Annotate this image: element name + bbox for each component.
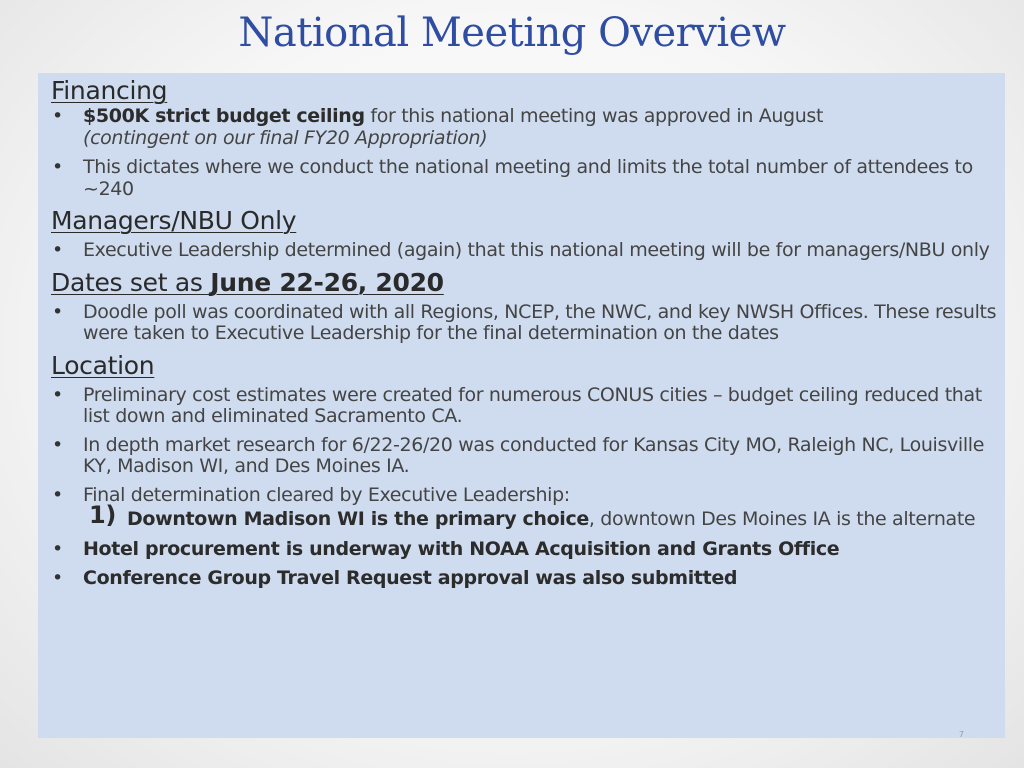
choice-number: 1) bbox=[89, 501, 116, 529]
heading-managers-nbu: Managers/NBU Only bbox=[51, 206, 297, 235]
hotel-procurement-bold: Hotel procurement is underway with NOAA Acquisition and Grants Office bbox=[83, 537, 840, 560]
bullet-attendees: • This dictates where we conduct the national meeting and limits the total number of attendees to ~240 bbox=[51, 157, 1005, 200]
bullet-budget-ceiling bbox=[51, 106, 1005, 149]
heading-dates bbox=[51, 268, 1005, 298]
bullet-cost-estimates: • Preliminary cost estimates were created for numerous CONUS cities – budget ceiling reduced that list down and eliminated Sacramento CA. bbox=[51, 385, 1005, 428]
dates-prefix: Dates set as bbox=[51, 267, 211, 297]
heading-location: Location bbox=[51, 350, 155, 380]
bullet-market-research: • In depth market research for 6/22-26/20 was conducted for Kansas City MO, Raleigh NC, Louisville KY, Madison WI, and Des Moines IA. bbox=[51, 435, 1005, 478]
alternate-choice-text: , downtown Des Moines IA is the alternate bbox=[588, 508, 976, 530]
dates-value: June 22-26, 2020 bbox=[210, 267, 444, 297]
bullet-final-determination: • Final determination cleared by Executive Leadership: bbox=[51, 485, 1005, 507]
bullet-doodle-poll: • Doodle poll was coordinated with all Regions, NCEP, the NWC, and key NWSH Offices. These results were taken to Executive Leadership for the final determination on the dates bbox=[51, 302, 1005, 345]
travel-request-bold: Conference Group Travel Request approval was also submitted bbox=[83, 567, 738, 589]
budget-ceiling-text: for this national meeting was approved in August bbox=[364, 105, 824, 127]
bullet-managers-only: • Executive Leadership determined (again) that this national meeting will be for managers/NBU only bbox=[51, 240, 1005, 262]
bullet-hotel-procurement bbox=[51, 539, 1005, 561]
appropriation-note: (contingent on our final FY20 Appropriation) bbox=[83, 126, 488, 149]
budget-ceiling-bold: $500K strict budget ceiling bbox=[83, 105, 365, 127]
bullet-travel-request bbox=[51, 568, 1005, 590]
primary-choice-bold: Downtown Madison WI is the primary choice bbox=[127, 508, 589, 530]
heading-financing: Financing bbox=[51, 76, 168, 105]
numbered-primary-choice bbox=[51, 501, 1005, 531]
content-box bbox=[38, 73, 1005, 738]
page-number: 7 bbox=[958, 730, 964, 739]
slide-title: National Meeting Overview bbox=[238, 10, 786, 56]
